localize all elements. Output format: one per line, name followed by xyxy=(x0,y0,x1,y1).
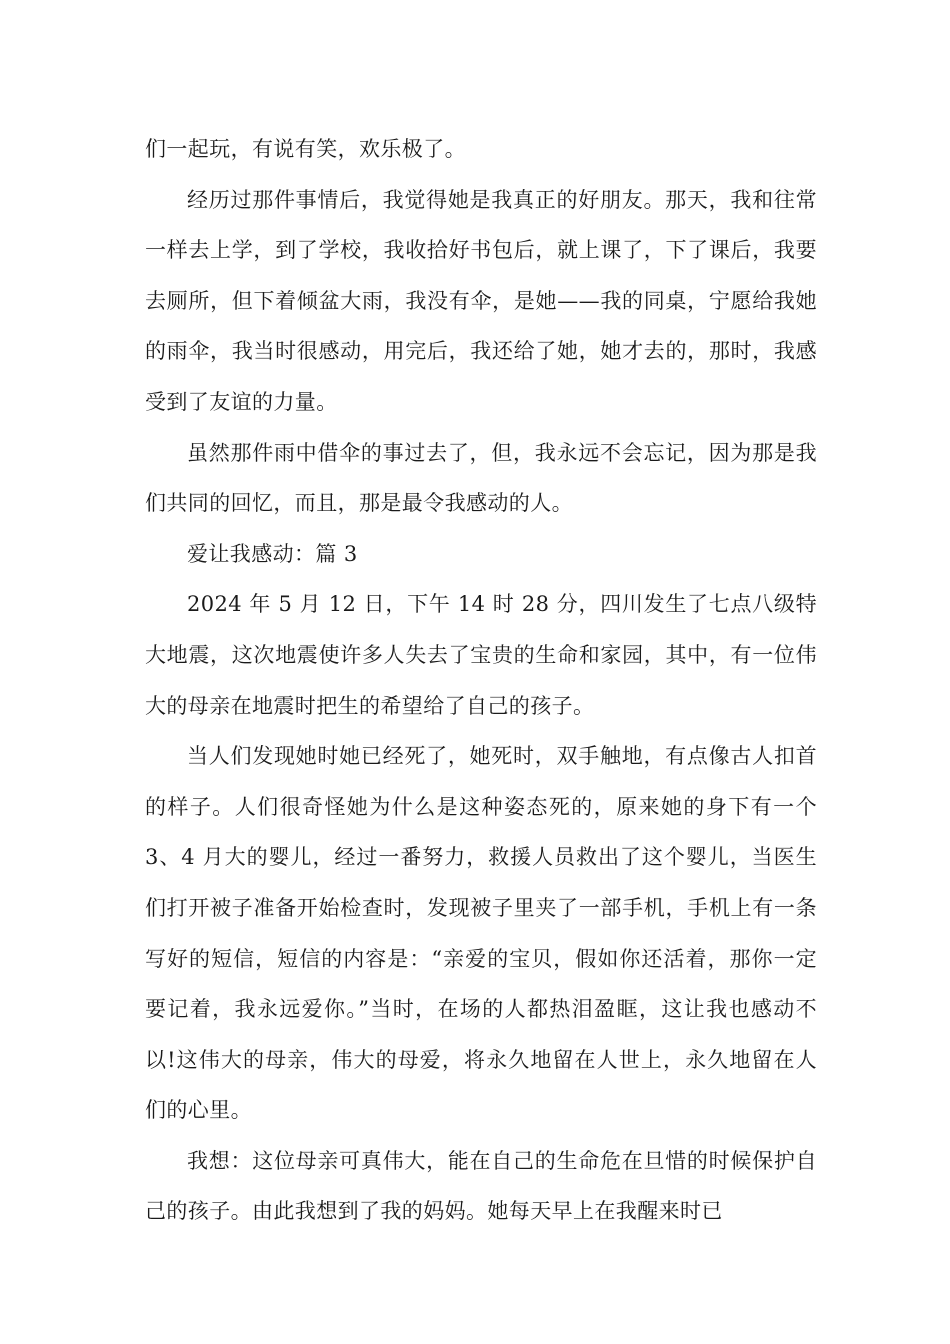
paragraph-continued: 们一起玩，有说有笑，欢乐极了。 xyxy=(145,137,466,161)
paragraph-umbrella-story: 经历过那件事情后，我觉得她是我真正的好朋友。那天，我和往常一样去上学，到了学校，我收拾好书包后，就上课了，下了课后，我要去厕所，但下着倾盆大雨，我没有伞，是她——我的同桌，宁愿给我她的雨伞，我当时很感动，用完后，我还给了她，她才去的，那时，我感受到了友谊的力量。 xyxy=(145,187,817,414)
paragraph-mother: 当人们发现她时她已经死了，她死时，双手触地，有点像古人扣首的样子。人们很奇怪她为什么是这种姿态死的，原来她的身下有一个 3、4 月大的婴儿，经过一番努力，救援人员救出了这个婴儿，当医生们打开被子准备开始检查时，发现被子里夹了一部手机，手机上有一条写好的短信，短信的内容是：“亲爱的宝贝，假如你还活着，那你一定要记着，我永远爱你。”当时，在场的人都热泪盈眶，这让我也感动不以!这伟大的母亲，伟大的母爱，将永久地留在人世上，永久地留在人们的心里。 xyxy=(145,744,817,1123)
paragraph-memory: 虽然那件雨中借伞的事过去了，但，我永远不会忘记，因为那是我们共同的回忆，而且，那是最令我感动的人。 xyxy=(145,440,817,516)
paragraph-earthquake: 2024 年 5 月 12 日，下午 14 时 28 分，四川发生了七点八级特大地震，这次地震使许多人失去了宝贵的生命和家园，其中，有一位伟大的母亲在地震时把生的希望给了自己的孩子。 xyxy=(145,592,817,718)
section-heading: 爱让我感动：篇 3 xyxy=(187,541,358,566)
document-body xyxy=(145,124,817,1237)
paragraph-reflection: 我想：这位母亲可真伟大，能在自己的生命危在旦惜的时候保护自己的孩子。由此我想到了我的妈妈。她每天早上在我醒来时已 xyxy=(145,1148,817,1224)
